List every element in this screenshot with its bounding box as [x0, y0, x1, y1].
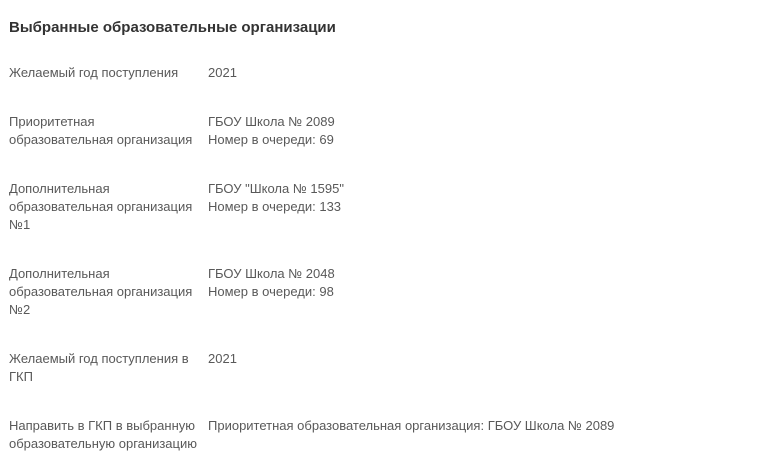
- field-row-additional-organization-1: [9, 180, 760, 234]
- field-label: Желаемый год поступления: [9, 65, 179, 80]
- field-value-line: ГБОУ Школа № 2089: [208, 114, 335, 129]
- field-value: [208, 417, 760, 453]
- field-value: [208, 180, 760, 234]
- field-row-priority-organization: [9, 113, 760, 149]
- field-value-line-queue-number: Номер в очереди: 69: [208, 132, 334, 147]
- field-label: Приоритетная образовательная организация: [9, 114, 193, 147]
- field-value: [208, 64, 760, 82]
- field-row-desired-year-gkp: [9, 350, 760, 386]
- page-title: Выбранные образовательные организации: [9, 19, 336, 36]
- field-row-desired-year: [9, 64, 760, 82]
- field-value-line: 2021: [208, 351, 237, 366]
- field-value-line-queue-number: Номер в очереди: 98: [208, 284, 334, 299]
- field-row-additional-organization-2: [9, 265, 760, 319]
- field-label: Дополнительная образовательная организация №1: [9, 181, 193, 232]
- field-value: [208, 265, 760, 319]
- field-value-line-queue-number: Номер в очереди: 133: [208, 199, 342, 214]
- field-label: Направить в ГКП в выбранную образовательную организацию: [9, 418, 197, 451]
- field-value: [208, 350, 760, 386]
- field-label: Дополнительная образовательная организация №2: [9, 266, 193, 317]
- field-value-line: ГБОУ "Школа № 1595": [208, 181, 344, 196]
- field-value-line: 2021: [208, 65, 237, 80]
- field-row-send-to-gkp: [9, 417, 760, 453]
- field-value-line: ГБОУ Школа № 2048: [208, 266, 335, 281]
- field-value: [208, 113, 760, 149]
- field-label: Желаемый год поступления в ГКП: [9, 351, 189, 384]
- field-value-line: Приоритетная образовательная организация: ГБОУ Школа № 2089: [208, 418, 615, 433]
